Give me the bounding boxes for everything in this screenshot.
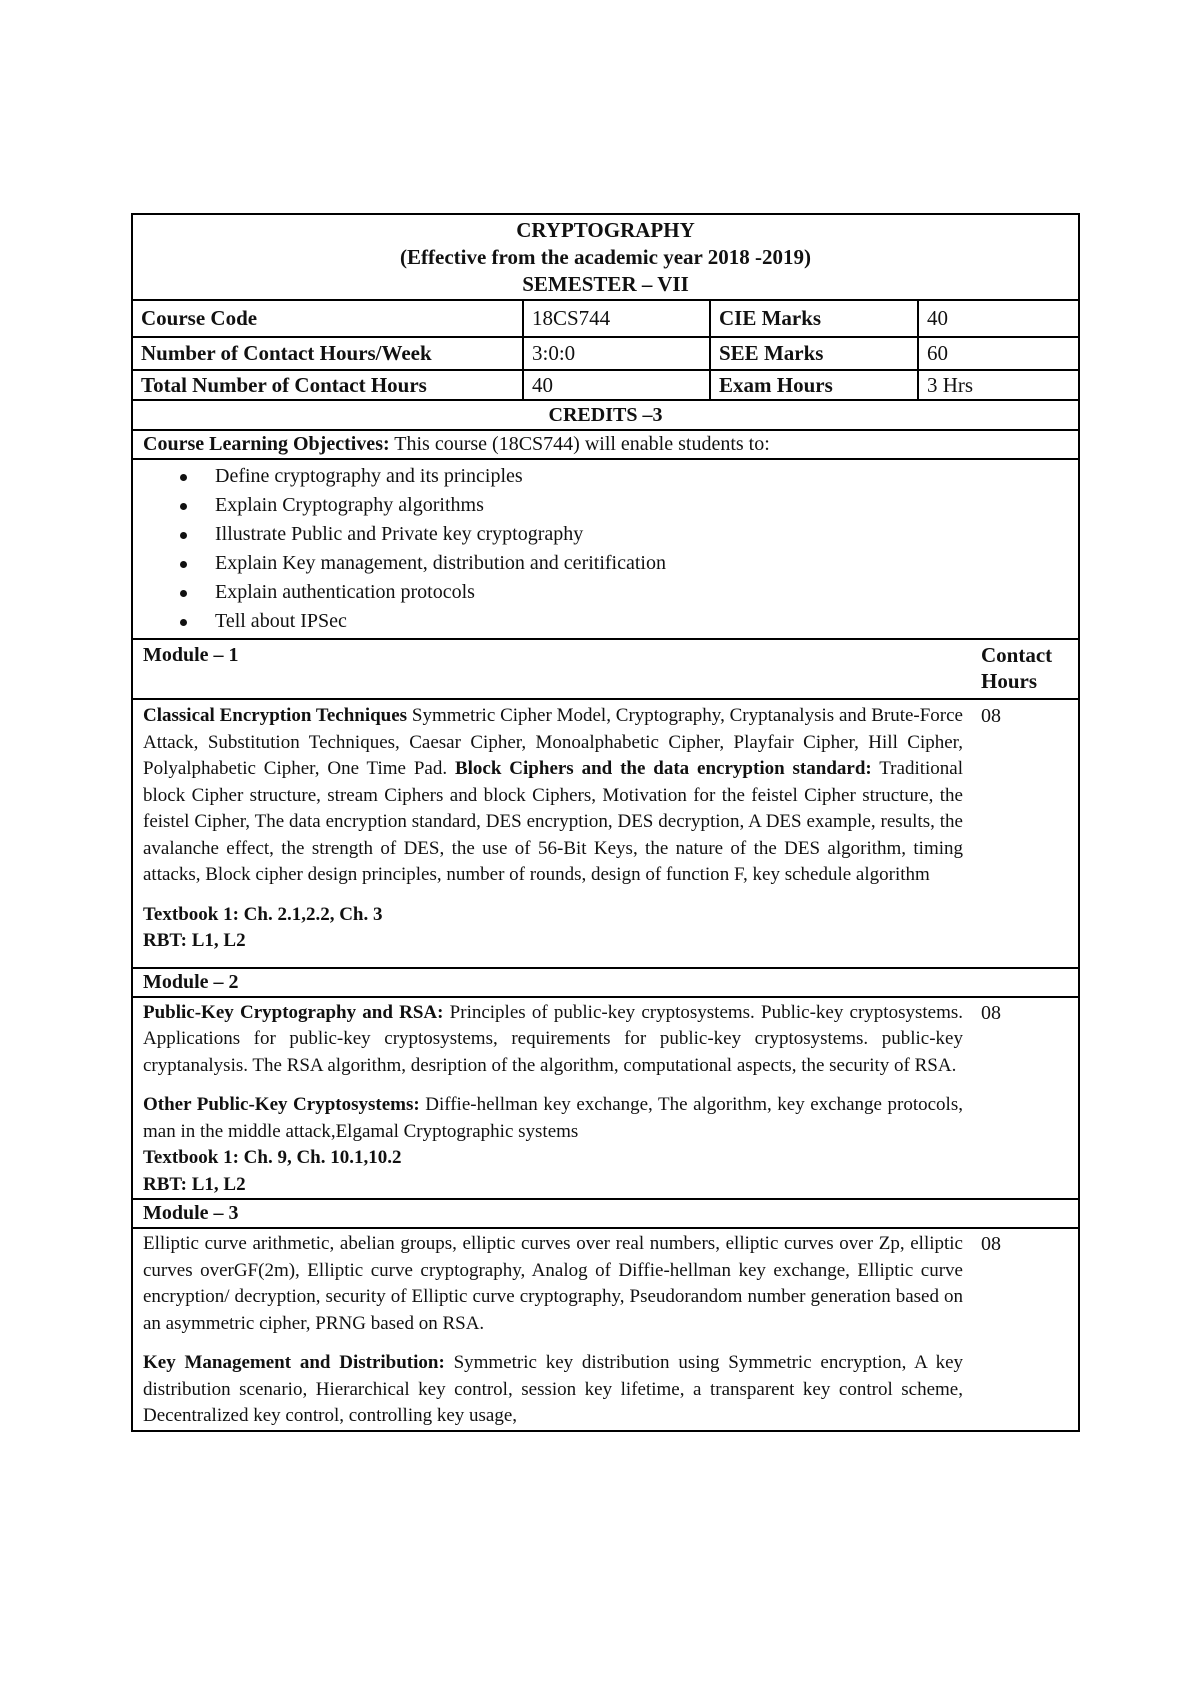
list-item-text: Illustrate Public and Private key cryptography [215, 523, 584, 545]
module-1-title: Module – 1 [143, 644, 239, 666]
info-row-course-code [133, 301, 1078, 338]
module-2-title: Module – 2 [143, 970, 239, 993]
module-3-content [133, 1229, 971, 1430]
topic-heading: Public-Key Cryptography and RSA: [143, 1001, 444, 1023]
objectives-label: Course Learning Objectives: [143, 433, 390, 455]
info-value2: 40 [917, 301, 1078, 336]
credits-row [133, 401, 1078, 431]
objectives-list-row [133, 460, 1078, 640]
course-title: CRYPTOGRAPHY [516, 218, 695, 242]
topic-heading: Block Ciphers and the data encryption standard: [454, 758, 872, 779]
module-1-header-row [133, 640, 1078, 700]
info-row-contact-hours-week [133, 338, 1078, 371]
bullet-icon [180, 561, 187, 568]
bullet-icon [180, 590, 187, 597]
topic-text: Symmetric key distribution using Symmetric encryption, A key distribution scenario, Hierarchical key control, session key lifetime, a transparent key control scheme, Decentralized key control, controlling key usage, [143, 1352, 964, 1426]
info-value: 40 [522, 371, 709, 399]
info-label2: SEE Marks [709, 338, 917, 369]
list-item [215, 491, 1078, 520]
bullet-icon [180, 619, 187, 626]
bullet-icon [180, 532, 187, 539]
module-2-paragraph-1 [143, 1000, 963, 1080]
info-value2: 60 [917, 338, 1078, 369]
module-2-body-row [133, 998, 1078, 1201]
topic-heading: Key Management and Distribution: [143, 1352, 445, 1373]
info-label: Number of Contact Hours/Week [141, 341, 432, 365]
list-item-text: Explain Cryptography algorithms [215, 494, 484, 516]
topic-text: Principles of public-key cryptosystems. Public-key cryptosystems. Applications for public-key cryptosystems, requirements for public-key cryptosystems. public-key cryptanalysis. The RSA algorithm, desription of the algorithm, computational aspects, the security of RSA. [143, 1001, 963, 1076]
textbook-ref: Textbook 1: Ch. 9, Ch. 10.1,10.2 [143, 1147, 402, 1168]
info-label2: Exam Hours [709, 371, 917, 399]
module-2-paragraph-2 [143, 1092, 963, 1145]
module-1-content [133, 700, 971, 967]
bullet-icon [180, 474, 187, 481]
module-3-title: Module – 3 [143, 1202, 239, 1224]
title-row [133, 215, 1078, 301]
module-3-body-row [133, 1229, 1078, 1430]
objectives-intro [133, 431, 1078, 458]
list-item [215, 578, 1078, 607]
module-1-paragraph [143, 703, 963, 889]
info-row-total-hours [133, 371, 1078, 401]
module-1-body-row [133, 700, 1078, 969]
rbt-levels: RBT: L1, L2 [143, 1173, 246, 1195]
topic-text: Traditional block Cipher structure, stream Ciphers and block Ciphers, Motivation for the feistel Cipher structure, the feistel Cipher, The data encryption standard, DES encryption, DES decryption, A DES example, results, the avalanche effect, the strength of DES, the use of 56-Bit Keys, the nature of the DES algorithm, timing attacks, Block cipher design principles, number of rounds, design of function F, key schedule algorithm [143, 758, 963, 885]
info-value: 3:0:0 [522, 338, 709, 369]
module-3-hours: 08 [981, 1233, 1001, 1255]
objectives-text: This course (18CS744) will enable students to: [389, 433, 770, 455]
list-item [215, 549, 1078, 578]
list-item [215, 607, 1078, 636]
topic-heading: Classical Encryption Techniques [143, 705, 408, 726]
objectives-row [133, 431, 1078, 460]
list-item-text: Explain Key management, distribution and ceritification [215, 552, 666, 574]
topic-text: Symmetric Cipher Model, Cryptography, Cryptanalysis and Brute-Force Attack, Substitution Techniques, Caesar Cipher, Monoalphabetic Cipher, Playfair Cipher, Hill Cipher, Polyalphabetic Cipher, One Time Pad. [143, 705, 963, 779]
topic-text: Diffie-hellman key exchange, The algorithm, key exchange protocols, man in the middle attack,Elgamal Cryptographic systems [143, 1094, 963, 1142]
syllabus-table [131, 213, 1080, 1432]
module-3-paragraph-1: Elliptic curve arithmetic, abelian groups, elliptic curves over real numbers, elliptic curves over Zp, elliptic curves overGF(2m), Elliptic curve cryptography, Analog of Diffie-hellman key exchange, Elliptic curve encryption/ decryption, security of Elliptic curve cryptography, Pseudorandom number generation based on an asymmetric cipher, PRNG based on RSA. [143, 1233, 963, 1334]
rbt-levels: RBT: L1, L2 [143, 930, 246, 951]
list-item [215, 462, 1078, 491]
bullet-icon [180, 503, 187, 510]
title-cell [133, 215, 1078, 299]
list-item-text: Tell about IPSec [215, 610, 347, 632]
info-label: Course Code [141, 306, 258, 330]
list-item [215, 520, 1078, 549]
module-1-hours: 08 [981, 705, 1001, 727]
textbook-ref: Textbook 1: Ch. 2.1,2.2, Ch. 3 [143, 903, 383, 925]
module-3-header-row [133, 1200, 1078, 1229]
list-item-text: Define cryptography and its principles [215, 465, 523, 487]
effective-year: (Effective from the academic year 2018 -2019) [400, 245, 811, 269]
module-2-hours: 08 [981, 1001, 1001, 1024]
credits: CREDITS –3 [548, 404, 663, 426]
module-2-content [133, 998, 971, 1199]
module-2-header-row [133, 969, 1078, 998]
list-item-text: Explain authentication protocols [215, 581, 475, 603]
info-label2: CIE Marks [709, 301, 917, 336]
module-3-paragraph-2 [143, 1350, 963, 1430]
semester: SEMESTER – VII [522, 272, 689, 296]
contact-hours-header: Contact Hours [981, 643, 1053, 693]
objectives-list [133, 460, 1078, 638]
topic-heading: Other Public-Key Cryptosystems: [143, 1094, 420, 1115]
info-value: 18CS744 [522, 301, 709, 336]
info-label: Total Number of Contact Hours [141, 373, 427, 397]
info-value2: 3 Hrs [917, 371, 1078, 399]
